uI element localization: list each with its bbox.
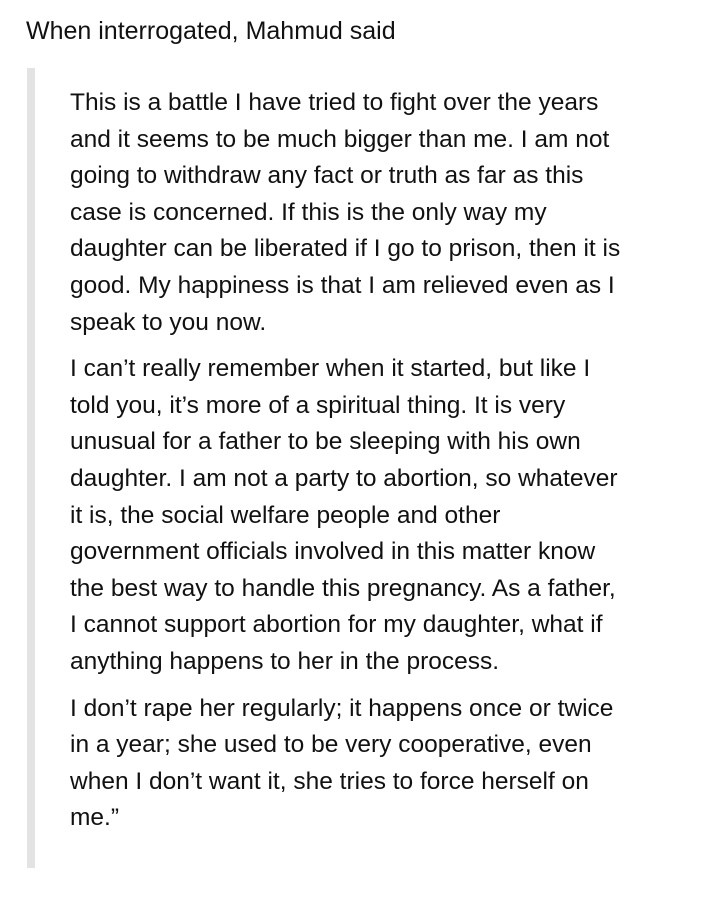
quote-line: the best way to handle this pregnancy. As a father, (70, 574, 616, 602)
quote-line: it is, the social welfare people and other (70, 501, 501, 529)
quote-line: good. My happiness is that I am relieved even as I (70, 271, 615, 299)
quote-line: unusual for a father to be sleeping with his own (70, 428, 581, 456)
quote-paragraph-2 (70, 351, 687, 680)
quote-paragraph-1 (70, 85, 687, 341)
blockquote (27, 68, 687, 868)
quote-line: daughter can be liberated if I go to prison, then it is (70, 235, 621, 263)
quote-line: going to withdraw any fact or truth as far as this (70, 162, 584, 190)
intro-text: When interrogated, Mahmud said (26, 17, 396, 45)
quote-paragraph-3 (70, 691, 687, 837)
quote-line: speak to you now. (70, 308, 267, 336)
quote-line: told you, it’s more of a spiritual thing. It is very (70, 391, 566, 419)
quote-line: anything happens to her in the process. (70, 647, 500, 675)
quote-line: I can’t really remember when it started, but like I (70, 355, 591, 383)
quote-line: This is a battle I have tried to fight over the years (70, 89, 599, 116)
quote-line: when I don’t want it, she tries to force herself on (70, 767, 589, 795)
quote-line: in a year; she used to be very cooperative, even (70, 731, 592, 759)
quote-line: case is concerned. If this is the only way my (70, 198, 547, 226)
quote-line: and it seems to be much bigger than me. I am not (70, 125, 610, 153)
quote-line: I don’t rape her regularly; it happens once or twice (70, 694, 614, 722)
quote-line: I cannot support abortion for my daughter, what if (70, 611, 603, 639)
quote-line: government officials involved in this matter know (70, 538, 596, 566)
quote-line: daughter. I am not a party to abortion, so whatever (70, 464, 618, 492)
quote-line: me.” (70, 804, 119, 832)
